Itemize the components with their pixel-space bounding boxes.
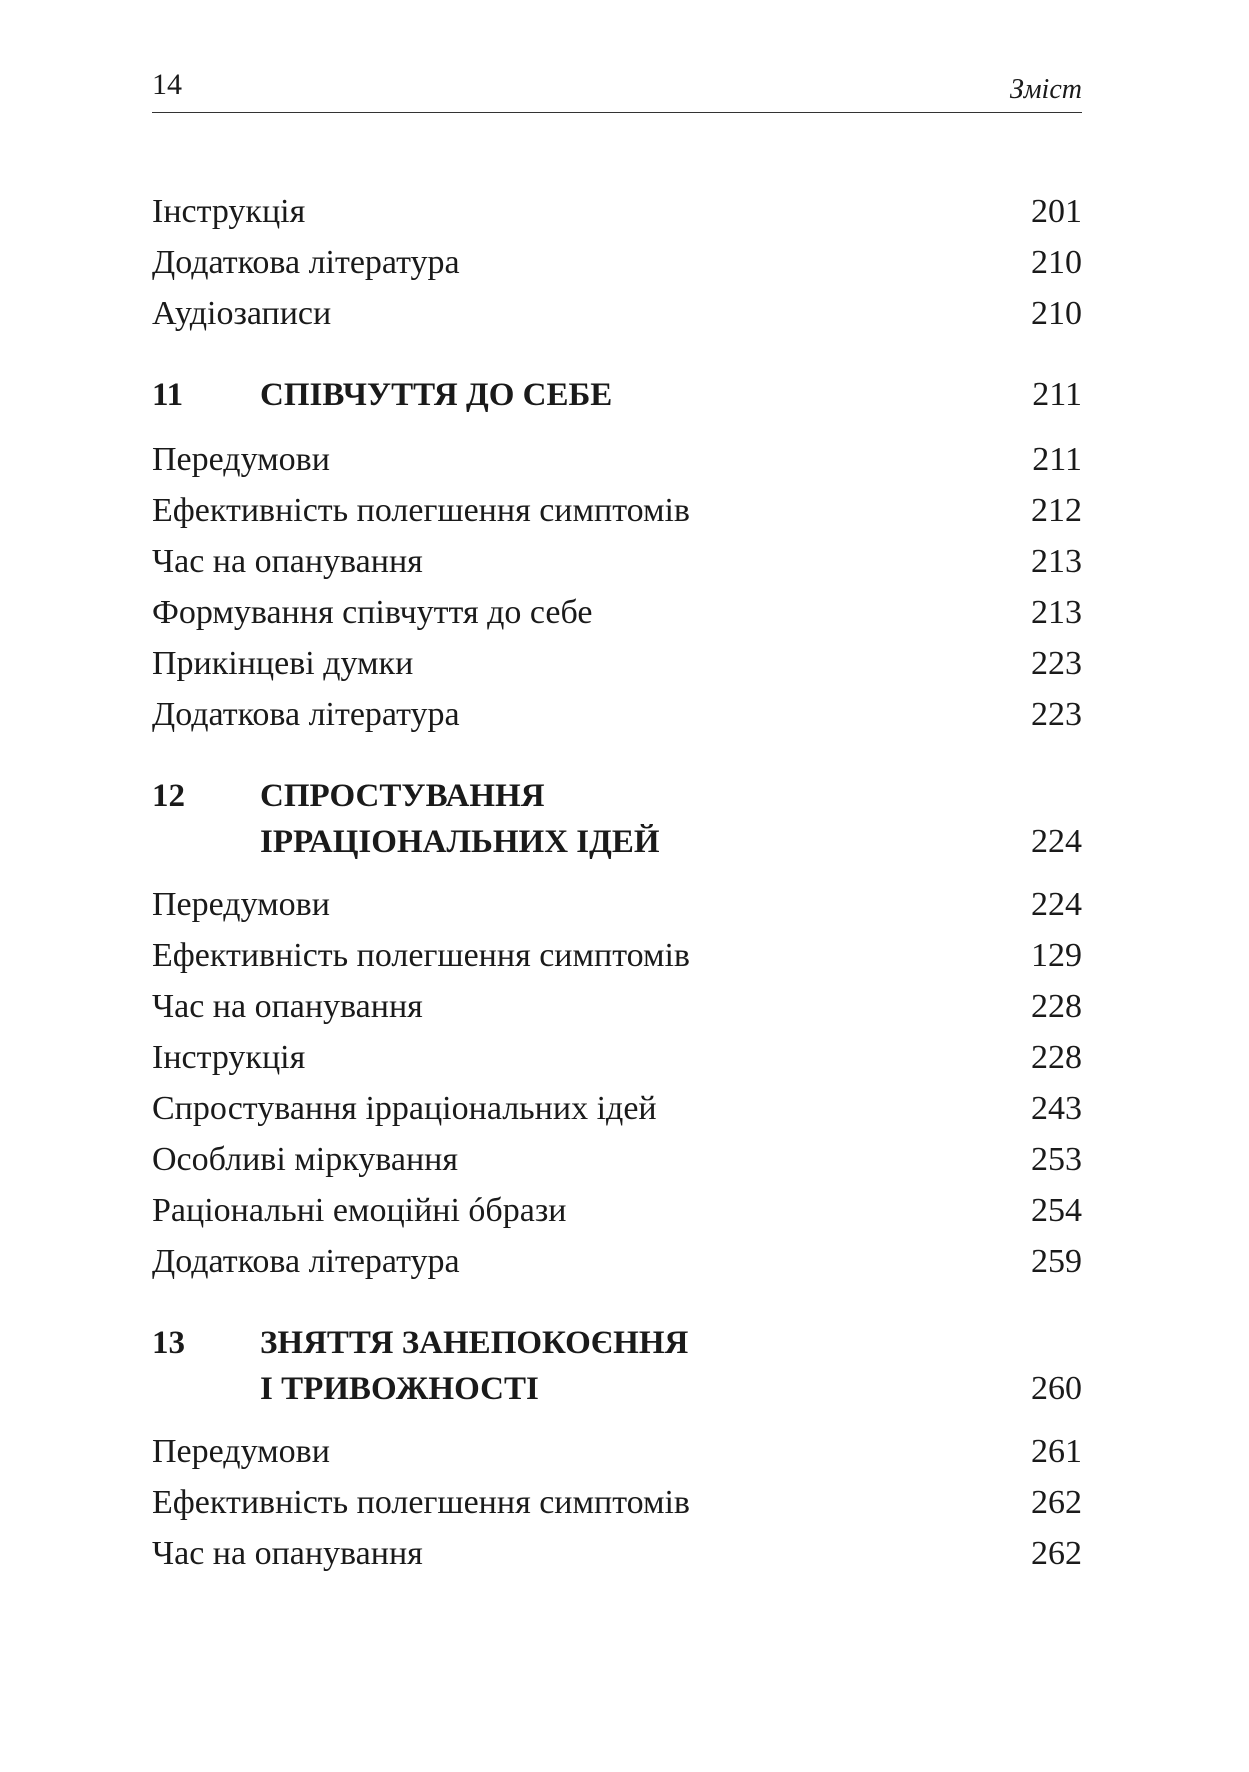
chapter-number: 12 xyxy=(152,778,185,814)
toc-entry[interactable] xyxy=(152,542,1082,593)
toc-entry-page: 228 xyxy=(1031,988,1082,1025)
chapter-title-line: СПІВЧУТТЯ ДО СЕБЕ xyxy=(260,377,613,413)
toc-entry-page: 210 xyxy=(1031,295,1082,332)
toc-entry-page: 223 xyxy=(1031,645,1082,682)
toc-entry-page: 261 xyxy=(1031,1433,1082,1470)
chapter-title-line: ЗНЯТТЯ ЗАНЕПОКОЄННЯ xyxy=(260,1325,689,1361)
toc-entry-title: Особливі міркування xyxy=(152,1141,458,1178)
chapter-heading-12[interactable] xyxy=(152,773,1082,877)
toc-entry-page: 201 xyxy=(1031,193,1082,230)
chapter-page: 211 xyxy=(1032,376,1082,413)
toc-entry[interactable] xyxy=(152,695,1082,746)
toc-entry-page: 213 xyxy=(1031,543,1082,580)
toc-entry[interactable] xyxy=(152,294,1082,345)
toc-entry[interactable] xyxy=(152,491,1082,542)
toc-entry-page: 254 xyxy=(1031,1192,1082,1229)
toc-entry-title: Аудіозаписи xyxy=(152,295,332,332)
toc-entry-title: Передумови xyxy=(152,886,330,923)
toc-entry[interactable] xyxy=(152,1432,1082,1483)
toc-entry-page: 228 xyxy=(1031,1039,1082,1076)
toc-entry-page: 259 xyxy=(1031,1243,1082,1280)
chapter-title xyxy=(260,372,612,418)
toc-entry[interactable] xyxy=(152,1483,1082,1534)
chapter-number: 13 xyxy=(152,1325,185,1361)
toc-entry[interactable] xyxy=(152,1089,1082,1140)
toc-entry-title: Час на опанування xyxy=(152,543,423,580)
toc-entry-page: 224 xyxy=(1031,886,1082,923)
toc-entry[interactable] xyxy=(152,1038,1082,1089)
toc-entry[interactable] xyxy=(152,644,1082,695)
toc-entry-page: 262 xyxy=(1031,1535,1082,1572)
toc-entry[interactable] xyxy=(152,440,1082,491)
toc-entry[interactable] xyxy=(152,1534,1082,1585)
toc-entry-title: Прикінцеві думки xyxy=(152,645,414,682)
toc-entry-title: Додаткова література xyxy=(152,1243,460,1280)
toc-entry[interactable] xyxy=(152,243,1082,294)
toc-entry-title: Ефективність полегшення симптомів xyxy=(152,492,690,529)
toc-entry-title: Час на опанування xyxy=(152,988,423,1025)
toc-entry-title: Передумови xyxy=(152,441,330,478)
toc-entry[interactable] xyxy=(152,192,1082,243)
toc-entry-title: Формування співчуття до себе xyxy=(152,594,593,631)
toc-entry-page: 212 xyxy=(1031,492,1082,529)
toc-entry-title: Додаткова література xyxy=(152,244,460,281)
toc-entry[interactable] xyxy=(152,1242,1082,1293)
chapter-page: 224 xyxy=(1031,823,1082,860)
chapter-heading-13[interactable] xyxy=(152,1320,1082,1424)
table-of-contents xyxy=(152,192,1082,1585)
chapter-title-line: СПРОСТУВАННЯ xyxy=(260,778,545,814)
toc-entry-page: 129 xyxy=(1031,937,1082,974)
toc-entry[interactable] xyxy=(152,936,1082,987)
chapter-heading-11[interactable] xyxy=(152,372,1082,432)
toc-entry-title: Ефективність полегшення симптомів xyxy=(152,1484,690,1521)
toc-entry-title: Інструкція xyxy=(152,193,306,230)
toc-entry-page: 210 xyxy=(1031,244,1082,281)
toc-entry-title: Спростування ірраціональних ідей xyxy=(152,1090,657,1127)
toc-entry[interactable] xyxy=(152,593,1082,644)
toc-entry[interactable] xyxy=(152,1191,1082,1242)
toc-entry-title: Раціональні емоційні óбрази xyxy=(152,1192,567,1229)
toc-entry-title: Час на опанування xyxy=(152,1535,423,1572)
toc-entry-page: 262 xyxy=(1031,1484,1082,1521)
toc-entry-title: Додаткова література xyxy=(152,696,460,733)
toc-entry-page: 211 xyxy=(1032,441,1082,478)
chapter-page: 260 xyxy=(1031,1370,1082,1407)
chapter-title xyxy=(260,1320,688,1412)
toc-entry[interactable] xyxy=(152,885,1082,936)
chapter-title xyxy=(260,773,660,865)
toc-entry[interactable] xyxy=(152,1140,1082,1191)
toc-entry-page: 243 xyxy=(1031,1090,1082,1127)
toc-entry[interactable] xyxy=(152,987,1082,1038)
toc-entry-title: Інструкція xyxy=(152,1039,306,1076)
toc-entry-title: Ефективність полегшення симптомів xyxy=(152,937,690,974)
chapter-title-line: І ТРИВОЖНОСТІ xyxy=(260,1371,539,1407)
chapter-title-line: ІРРАЦІОНАЛЬНИХ ІДЕЙ xyxy=(260,824,660,860)
running-header xyxy=(152,68,1082,113)
toc-entry-page: 253 xyxy=(1031,1141,1082,1178)
page-number: 14 xyxy=(152,68,182,101)
section-title: Зміст xyxy=(1009,74,1082,105)
toc-entry-page: 213 xyxy=(1031,594,1082,631)
chapter-number: 11 xyxy=(152,377,184,413)
toc-entry-title: Передумови xyxy=(152,1433,330,1470)
toc-entry-page: 223 xyxy=(1031,696,1082,733)
